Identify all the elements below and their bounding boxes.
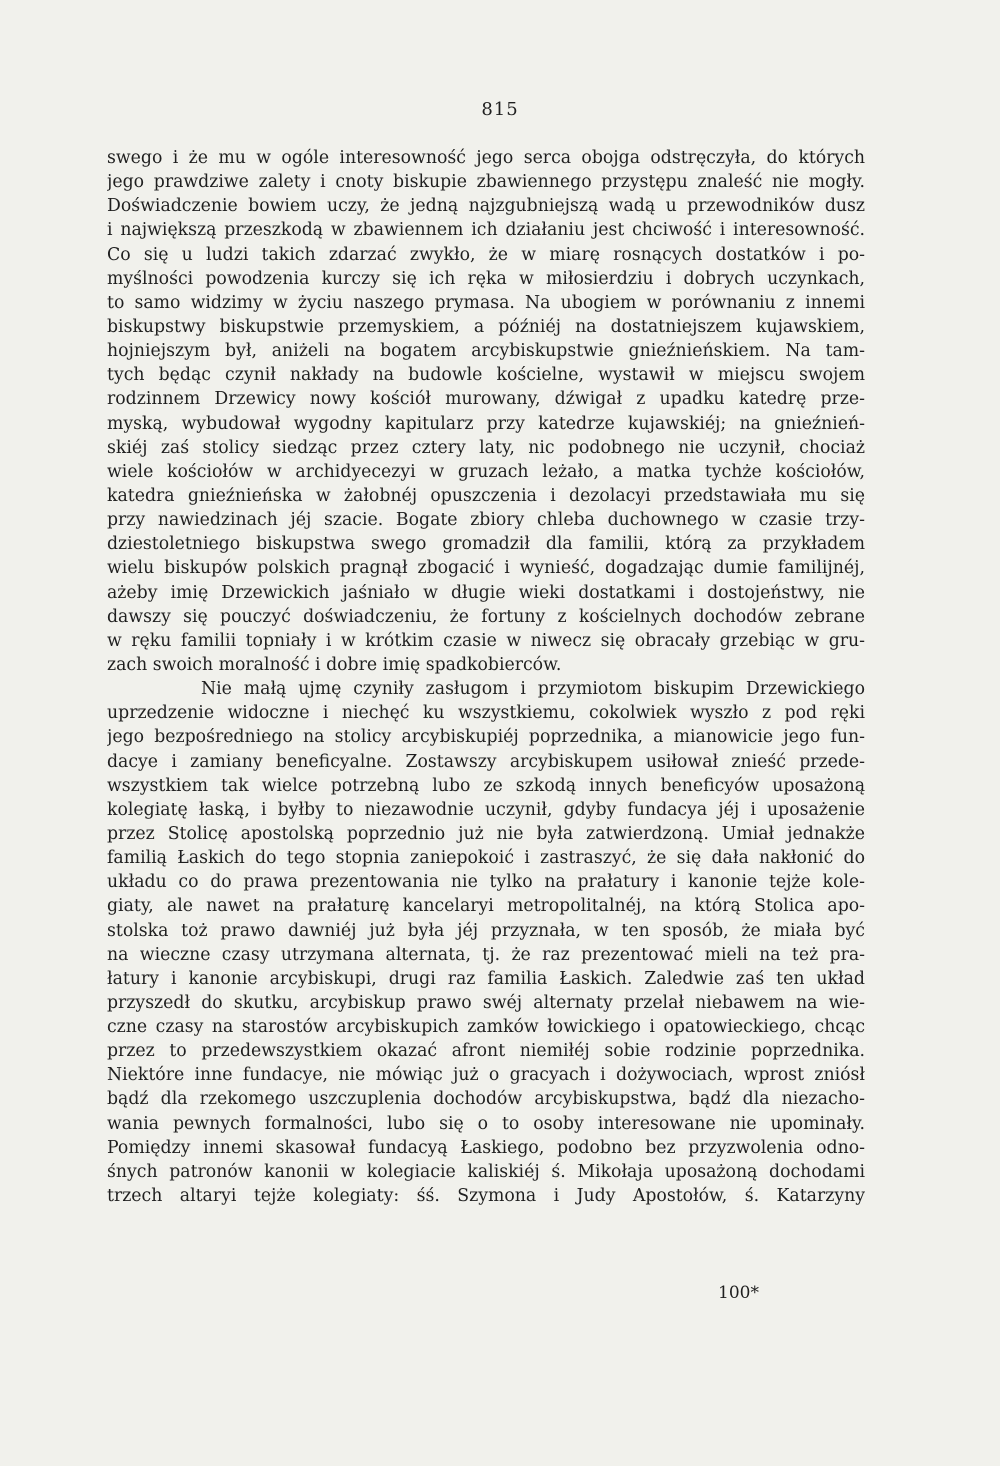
text-line: jego prawdziwe zalety i cnoty biskupie zbawiennego przystępu znaleść nie mogły. — [107, 172, 865, 193]
text-line: ażeby imię Drzewickich jaśniało w długie wieki dostatkami i dostojeństwy, nie — [107, 582, 865, 603]
text-line: Nie małą ujmę czyniły zasługom i przymiotom biskupim Drzewickiego — [201, 679, 865, 700]
text-line: zach swoich moralność i dobre imię spadkobierców. — [107, 654, 562, 675]
text-line: przyszedł do skutku, arcybiskup prawo swéj alternaty przelał niebawem na wie- — [107, 992, 865, 1013]
text-line: biskupstwy biskupstwie przemyskiem, a późniéj na dostatniejszem kujawskiem, — [107, 316, 865, 337]
text-line: familią Łaskich do tego stopnia zaniepokoić i zastraszyć, że się dała nakłonić do — [107, 848, 865, 869]
text-line: skiéj zaś stolicy siedząc przez cztery laty, nic podobnego nie uczynił, chociaż — [107, 437, 865, 458]
text-line: wania pewnych formalności, lubo się o to osoby interesowane nie upominały. — [107, 1113, 865, 1134]
text-line: katedra gnieźnieńska w żałobnéj opuszczenia i dezolacyi przedstawiała mu się — [107, 485, 865, 506]
text-line: dawszy się pouczyć doświadczeniu, że fortuny z kościelnych dochodów zebrane — [107, 606, 865, 627]
text-line: jego bezpośredniego na stolicy arcybiskupiéj poprzednika, a mianowicie jego fun- — [107, 727, 865, 748]
text-line: myślności powodzenia kurczy się ich ręka w miłosierdziu i dobrych uczynkach, — [107, 268, 865, 289]
text-line: to samo widzimy w życiu naszego prymasa. Na ubogiem w porównaniu z innemi — [107, 292, 865, 313]
text-line: przy nawiedzinach jéj szacie. Bogate zbiory chleba duchownego w czasie trzy- — [107, 510, 865, 531]
text-line: wszystkiem tak wielce potrzebną lubo ze szkodą innych beneficyów uposażoną — [107, 775, 865, 796]
text-line: swego i że mu w ogóle interesowność jego serca obojga odstręczyła, do których — [107, 148, 865, 168]
text-line: łatury i kanonie arcybiskupi, drugi raz familia Łaskich. Zaledwie zaś ten układ — [107, 968, 865, 989]
text-line: śnych patronów kanonii w kolegiacie kaliskiéj ś. Mikołaja uposażoną dochodami — [107, 1161, 865, 1182]
text-line: myską, wybudował wygodny kapitularz przy katedrze kujawskiéj; na gnieźnień- — [107, 413, 865, 434]
text-line: na wieczne czasy utrzymana alternata, tj. że raz prezentować mieli na też pra- — [107, 944, 865, 965]
text-line: kolegiatę łaską, i byłby to niezawodnie uczynił, gdyby fundacya jéj i uposażenie — [107, 799, 865, 820]
text-line: uprzedzenie widoczne i niechęć ku wszystkiemu, cokolwiek wyszło z pod ręki — [107, 703, 865, 724]
text-line: i największą przeszkodą w zbawiennem ich działaniu jest chciwość i interesowność. — [107, 220, 865, 241]
text-line: tych będąc czynił nakłady na budowle kościelne, wystawił w miejscu swojem — [107, 365, 865, 386]
text-line: rodzinnem Drzewicy nowy kościół murowany, dźwigał z upadku katedrę prze- — [107, 389, 865, 410]
text-line: wiele kościołów w archidyecezyi w gruzach leżało, a matka tychże kościołów, — [107, 461, 865, 482]
text-line: wielu biskupów polskich pragnął zbogacić i wynieść, dogadzając dumie familijnéj, — [107, 558, 865, 579]
body-text — [107, 146, 865, 1208]
text-line: Niektóre inne fundacye, nie mówiąc już o gracyach i dożywociach, wprost zniósł — [107, 1065, 865, 1086]
page-number: 815 — [481, 99, 519, 120]
text-line: w ręku familii topniały i w krótkim czasie w niwecz się obracały grzebiąc w gru- — [107, 630, 865, 651]
text-line: hojniejszym był, aniżeli na bogatem arcybiskupstwie gnieźnieńskiem. Na tam- — [107, 341, 865, 362]
text-line: dacye i zamiany beneficyalne. Zostawszy arcybiskupem usiłował znieść przede- — [107, 751, 865, 772]
text-line: przez Stolicę apostolską poprzednio już nie była zatwierdzoną. Umiał jednakże — [107, 823, 865, 844]
signature-mark: 100* — [718, 1283, 759, 1303]
text-line: układu co do prawa prezentowania nie tylko na prałatury i kanonie tejże kole- — [107, 872, 865, 893]
text-line: czne czasy na starostów arcybiskupich zamków łowickiego i opatowieckiego, chcąc — [107, 1017, 865, 1038]
text-line: trzech altaryi tejże kolegiaty: śś. Szymona i Judy Apostołów, ś. Katarzyny — [107, 1186, 865, 1207]
text-line: Pomiędzy innemi skasował fundacyą Łaskiego, podobno bez przyzwolenia odno- — [107, 1137, 865, 1158]
text-line: bądź dla rzekomego uszczuplenia dochodów arcybiskupstwa, bądź dla niezacho- — [107, 1089, 865, 1110]
text-line: Doświadczenie bowiem uczy, że jedną najzgubniejszą wadą u przewodników dusz — [107, 196, 865, 217]
text-line: stolska toż prawo dawniéj już była jéj przyznała, w ten sposób, że miała być — [107, 920, 865, 941]
text-line: Co się u ludzi takich zdarzać zwykło, że w miarę rosnących dostatków i po- — [107, 244, 865, 265]
text-line: giaty, ale nawet na prałaturę kancelaryi metropolitalnéj, na którą Stolica apo- — [107, 896, 865, 917]
text-line: przez to przedewszystkiem okazać afront niemiłéj sobie rodzinie poprzednika. — [107, 1041, 865, 1062]
text-line: dziestoletniego biskupstwa swego gromadził dla familii, którą za przykładem — [107, 534, 865, 555]
